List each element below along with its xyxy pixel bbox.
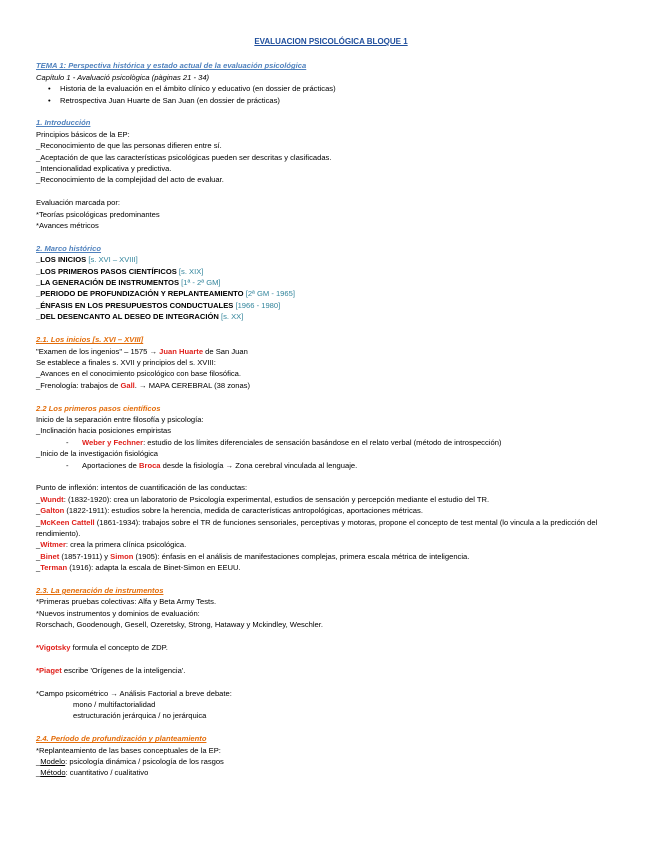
list-item — [36, 460, 626, 471]
text-line: *Replanteamiento de las bases conceptuales de la EP: — [36, 745, 221, 755]
text: : psicología dinámica / psicología de los rasgos — [65, 757, 224, 767]
author-name: Wundt — [40, 494, 64, 504]
list-item — [36, 311, 626, 322]
text-line: *Campo psicométrico → Análisis Factorial a breve debate: — [36, 688, 232, 698]
marco-label: _LOS INICIOS — [36, 255, 87, 265]
section-heading-2-4: 2.4. Período de profundización y planteamiento — [36, 734, 207, 744]
section-heading-intro: 1. Introducción — [36, 118, 91, 128]
term-label: Método — [40, 768, 66, 778]
text-line: *Nuevos instrumentos y dominios de evaluación: — [36, 608, 200, 618]
text: (1916): adapta la escala de Binet-Simon en EEUU. — [67, 563, 241, 573]
author-name: *Piaget — [36, 665, 62, 675]
text-line — [36, 346, 626, 357]
text: desde la fisiología → Zona cerebral vinculada al lenguaje. — [160, 460, 358, 470]
list-item: _Galton (1822-1911): estudios sobre la herencia, medida de características antropológicas, aportaciones métricas. — [36, 506, 423, 516]
author-name: Weber y Fechner — [82, 437, 144, 447]
author-name: Witmer — [40, 540, 66, 550]
text-line — [36, 642, 626, 653]
text-line — [36, 380, 626, 391]
marco-label: _DEL DESENCANTO AL DESEO DE INTEGRACIÓN — [36, 312, 219, 322]
marked-title: Evaluación marcada por: — [36, 198, 120, 208]
text: . → MAPA CEREBRAL (38 zonas) — [134, 380, 251, 390]
list-item — [36, 300, 626, 311]
text-line: Punto de inflexión: intentos de cuantificación de las conductas: — [36, 483, 248, 493]
text: : cuantitativo / cualitativo — [65, 768, 149, 778]
text: : crea la primera clínica psicológica. — [65, 540, 187, 550]
text: (1905): énfasis en el análisis de manifestaciones complejas, primera escala métrica de inteligencia. — [133, 551, 470, 561]
marco-label: _PERIODO DE PROFUNDIZACIÓN Y REPLANTEAMIENTO — [36, 289, 244, 299]
list-item — [36, 288, 626, 299]
document-page — [36, 36, 626, 779]
section-heading-2-2: 2.2 Los primeros pasos científicos — [36, 403, 161, 413]
list-item — [36, 277, 626, 288]
text-line: estructuración jerárquica / no jerárquica — [73, 711, 207, 721]
text-line: _Avances en el conocimiento psicológico con base filosófica. — [36, 369, 242, 379]
text-line: _Inicio de la investigación fisiológica — [36, 449, 158, 459]
marco-range: [s. XVI – XVIII] — [88, 255, 138, 265]
section-heading-marco: 2. Marco histórico — [36, 243, 101, 253]
text: : estudio de los límites diferenciales de sensación basándose en el relato verbal (método de introspección) — [143, 437, 502, 447]
list-item: _Método: cuantitativo / cualitativo — [36, 768, 149, 778]
list-item — [36, 254, 626, 265]
list-item: • Retrospectiva Juan Huarte de San Juan (en dossier de prácticas) — [36, 95, 626, 106]
section-heading-2-1: 2.1. Los inicios [s. XVI – XVIII] — [36, 335, 144, 345]
author-name: Terman — [40, 563, 68, 573]
marco-range: [1966 - 1980] — [235, 300, 281, 310]
marco-label: _LOS PRIMEROS PASOS CIENTÍFICOS — [36, 266, 177, 276]
list-item — [36, 266, 626, 277]
marco-range: [s. XIX] — [178, 266, 204, 276]
author-name: Binet — [40, 551, 60, 561]
author-name: Simon — [110, 551, 134, 561]
list-item: _Aceptación de que las características psicológicas pueden ser descritas y clasificadas. — [36, 152, 332, 162]
list-item: *Teorías psicológicas predominantes — [36, 209, 160, 219]
list-item: _McKeen Cattell (1861-1934): trabajos sobre el TR de funciones sensoriales, perceptivas y motoras, propone el concepto de test mental (lo vincula a la predicción del rendimiento). — [36, 517, 598, 538]
principles-title: Principios básicos de la EP: — [36, 129, 130, 139]
author-name: *Vigotsky — [36, 643, 71, 652]
list-item: *Avances métricos — [36, 221, 99, 231]
list-item: _Witmer: crea la primera clínica psicológica. — [36, 540, 187, 550]
list-item: _Binet (1857-1911) y Simon (1905): énfasis en el análisis de manifestaciones complejas, primera escala métrica de inteligencia. — [36, 551, 470, 561]
text: de San Juan — [203, 346, 248, 356]
text: _Frenología: trabajos de — [36, 380, 121, 390]
text-line: Se establece a finales s. XVII y principios del s. XVIII: — [36, 357, 216, 367]
author-name: Juan Huarte — [159, 346, 204, 356]
section-heading-2-3: 2.3. La generación de instrumentos — [36, 585, 164, 595]
list-item: _Intencionalidad explicativa y predictiva. — [36, 164, 172, 174]
marco-label: _LA GENERACIÓN DE INSTRUMENTOS — [36, 278, 180, 288]
tema-heading: TEMA 1: Perspectiva histórica y estado actual de la evaluación psicológica — [36, 61, 307, 71]
list-item: _Reconocimiento de la complejidad del acto de evaluar. — [36, 175, 224, 185]
text: (1822-1911): estudios sobre la herencia, medida de características antropológicas, aportaciones métricas. — [64, 506, 423, 516]
list-item: _Reconocimiento de que las personas difieren entre sí. — [36, 141, 222, 151]
author-name: Gall — [120, 380, 135, 390]
text-line: Inicio de la separación entre filosofía y psicología: — [36, 414, 204, 424]
text: "Examen de los ingenios" – 1575 → — [36, 346, 160, 356]
list-item: • Historia de la evaluación en el ámbito clínico y educativo (en dossier de prácticas) — [36, 83, 626, 94]
term-label: Modelo — [40, 757, 66, 767]
list-item — [36, 437, 626, 448]
marco-label: _ÉNFASIS EN LOS PRESUPUESTOS CONDUCTUALES — [36, 300, 234, 310]
text-line: *Primeras pruebas colectivas: Alfa y Beta Army Tests. — [36, 597, 217, 607]
marco-range: [1ª - 2ª GM] — [181, 278, 221, 288]
text-line: mono / multifactorialidad — [73, 700, 156, 709]
author-name: Broca — [139, 460, 161, 470]
list-item: _Wundt: (1832-1920): crea un laboratorio de Psicología experimental, estudios de sensación y percepción mediante el estudio del TR. — [36, 494, 490, 504]
author-name: McKeen Cattell — [40, 517, 95, 527]
marco-range: [s. XX] — [220, 312, 244, 322]
text-line: Rorschach, Goodenough, Gesell, Ozeretsky, Strong, Hataway y Mckindley, Weschler. — [36, 620, 324, 630]
chapter-line: Capítulo 1 - Avaluació psicològica (pàginas 21 - 34) — [36, 72, 210, 82]
list-item: _Modelo: psicología dinámica / psicología de los rasgos — [36, 757, 224, 767]
author-name: Galton — [40, 506, 65, 516]
text: Aportaciones de — [82, 460, 139, 470]
text: : (1832-1920): crea un laboratorio de Psicología experimental, estudios de sensación y percepción mediante el estudio del TR. — [63, 494, 490, 504]
list-item: _Terman (1916): adapta la escala de Binet-Simon en EEUU. — [36, 563, 241, 573]
text: formula el concepto de ZDP. — [70, 643, 168, 652]
text: (1857-1911) y — [59, 551, 111, 561]
marco-range: [2ª GM - 1965] — [245, 289, 295, 299]
text: (1861-1934): trabajos sobre el TR de funciones sensoriales, perceptivas y motoras, propone el concepto de test mental (lo vincula a la predicción del rendimiento). — [36, 517, 598, 538]
text: escribe 'Orígenes de la inteligencia'. — [61, 665, 186, 675]
text-line — [36, 665, 626, 676]
document-title: EVALUACION PSICOLÓGICA BLOQUE 1 — [254, 37, 408, 46]
text-line: _Inclinación hacia posiciones empiristas — [36, 426, 172, 436]
